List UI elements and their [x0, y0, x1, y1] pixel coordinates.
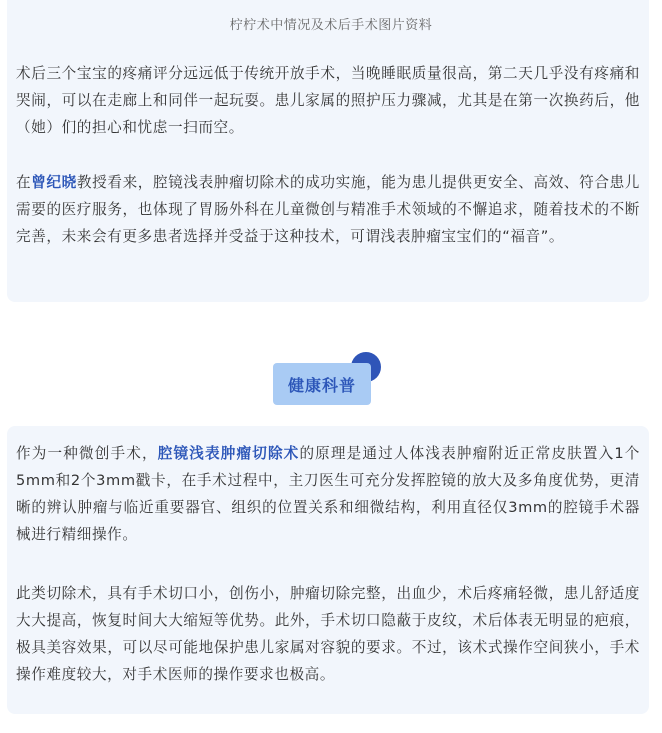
heading-badge: 健康科普: [273, 363, 371, 405]
doctor-name-highlight: 曾纪晓: [31, 174, 77, 191]
paragraph-body: 教授看来，腔镜浅表肿瘤切除术的成功实施，能为患儿提供更安全、高效、符合患儿需要的医疗服务，也体现了胃肠外科在儿童微创与精准手术领域的不懈追求，随着技术的不断完善，未来会有更多患者选择并受益于这种技术，可谓浅表肿瘤宝宝们的“福音”。: [16, 174, 641, 245]
image-caption: 柠柠术中情况及术后手术图片资料: [229, 18, 433, 33]
paragraph-prefix: 作为一种微创手术，: [16, 445, 158, 462]
paragraph-body: 的原理是通过人体浅表肿瘤附近正常皮肤置入1个5mm和2个3mm戳卡，在手术过程中，主刀医生可充分发挥腔镜的放大及多角度优势，更清晰的辨认肿瘤与临近重要器官、组织的位置关系和细微结构，利用直径仅3mm的腔镜手术器械进行精细操作。: [16, 445, 640, 543]
paragraph-expert-view: [16, 169, 640, 250]
article-card-top: [7, 0, 649, 302]
procedure-term-highlight: 腔镜浅表肿瘤切除术: [157, 445, 300, 462]
section-heading: [273, 352, 383, 406]
paragraph-postop-recovery: 术后三个宝宝的疼痛评分远远低于传统开放手术，当晚睡眠质量很高，第二天几乎没有疼痛和哭闹，可以在走廊上和同伴一起玩耍。患儿家属的照护压力骤减，尤其是在第一次换药后，他（她）们的担心和忧虑一扫而空。: [16, 65, 640, 136]
paragraph-procedure-advantages: 此类切除术，具有手术切口小，创伤小，肿瘤切除完整，出血少，术后疼痛轻微，患儿舒适度大大提高，恢复时间大大缩短等优势。此外，手术切口隐蔽于皮纹，术后体表无明显的疤痕，极具美容效果，可以尽可能地保护患儿家属对容貌的要求。不过，该术式操作空间狭小，手术操作难度较大，对手术医师的操作要求也极高。: [16, 585, 640, 683]
paragraph-procedure-principle: [16, 440, 640, 548]
paragraph-prefix: 在: [16, 174, 32, 191]
